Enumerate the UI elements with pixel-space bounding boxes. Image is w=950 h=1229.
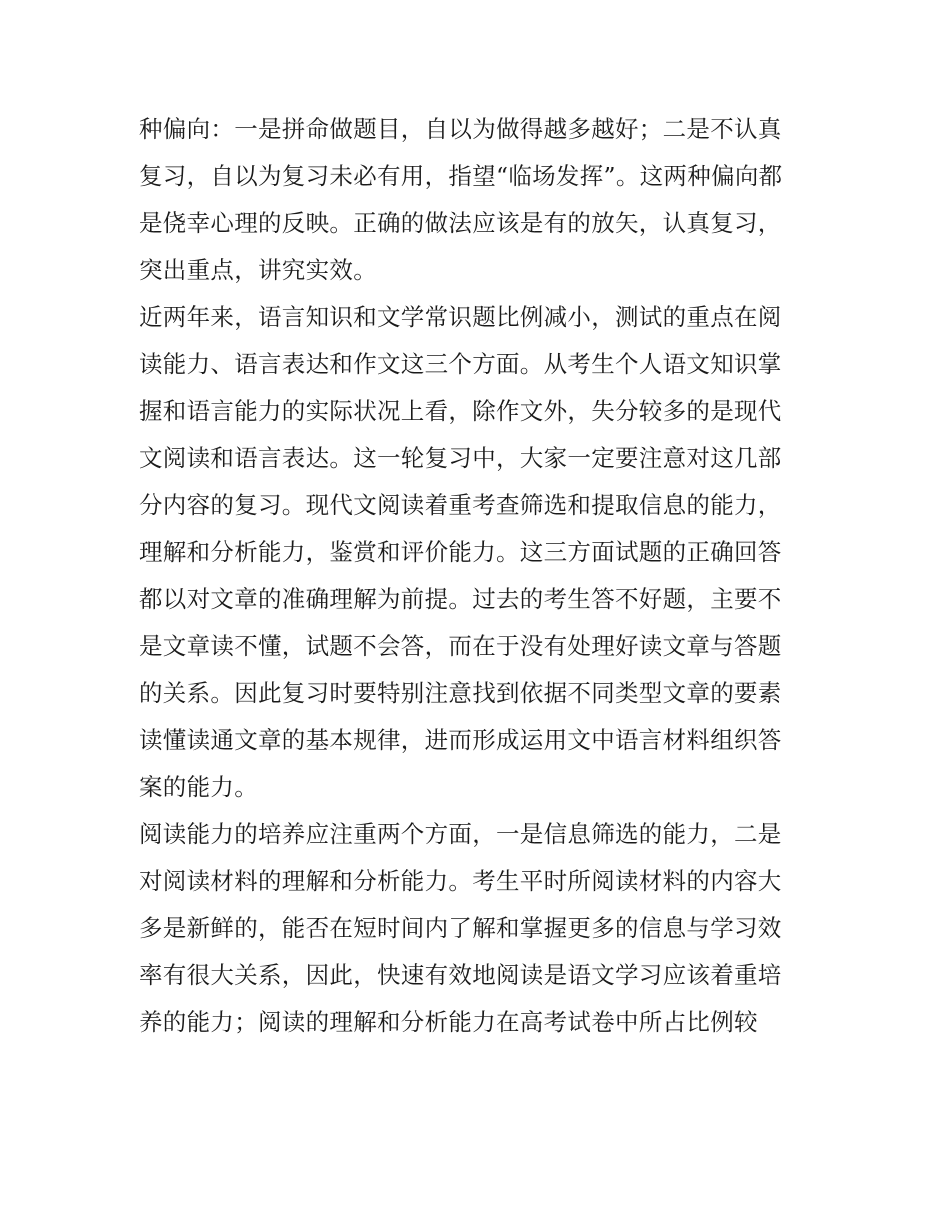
text-line: 的关系。因此复习时要特别注意找到依据不同类型文章的要素 (139, 679, 782, 707)
text-line: 阅读能力的培养应注重两个方面，一是信息筛选的能力，二是 (139, 820, 782, 848)
text-line: 是侥幸心理的反映。正确的做法应该是有的放矢，认真复习， (139, 209, 782, 237)
text-line: 握和语言能力的实际状况上看，除作文外，失分较多的是现代 (139, 397, 782, 425)
text-line: 是文章读不懂，试题不会答，而在于没有处理好读文章与答题 (139, 632, 782, 660)
text-line: 近两年来，语言知识和文学常识题比例减小，测试的重点在阅 (139, 303, 782, 331)
text-line: 理解和分析能力，鉴赏和评价能力。这三方面试题的正确回答 (139, 538, 782, 566)
text-line: 读懂读通文章的基本规律，进而形成运用文中语言材料组织答 (139, 726, 782, 754)
text-line: 多是新鲜的，能否在短时间内了解和掌握更多的信息与学习效 (139, 914, 782, 942)
paragraph-3 (139, 811, 811, 1046)
text-line: 都以对文章的准确理解为前提。过去的考生答不好题，主要不 (139, 585, 782, 613)
paragraph-2 (139, 294, 811, 811)
text-line: 率有很大关系，因此，快速有效地阅读是语文学习应该着重培 (139, 961, 782, 989)
text-line: 突出重点，讲究实效。 (139, 256, 377, 284)
text-line: 对阅读材料的理解和分析能力。考生平时所阅读材料的内容大 (139, 867, 782, 895)
text-line: 养的能力；阅读的理解和分析能力在高考试卷中所占比例较 (139, 1008, 758, 1036)
document-body (139, 106, 811, 1046)
text-line: 复习，自以为复习未必有用，指望“临场发挥”。这两种偏向都 (139, 162, 783, 190)
text-line: 读能力、语言表达和作文这三个方面。从考生个人语文知识掌 (139, 350, 782, 378)
text-line: 文阅读和语言表达。这一轮复习中，大家一定要注意对这几部 (139, 444, 782, 472)
paragraph-1 (139, 106, 811, 294)
text-line: 分内容的复习。现代文阅读着重考查筛选和提取信息的能力， (139, 491, 782, 519)
text-line: 种偏向：一是拼命做题目，自以为做得越多越好；二是不认真 (139, 115, 782, 143)
text-line: 案的能力。 (139, 773, 258, 801)
